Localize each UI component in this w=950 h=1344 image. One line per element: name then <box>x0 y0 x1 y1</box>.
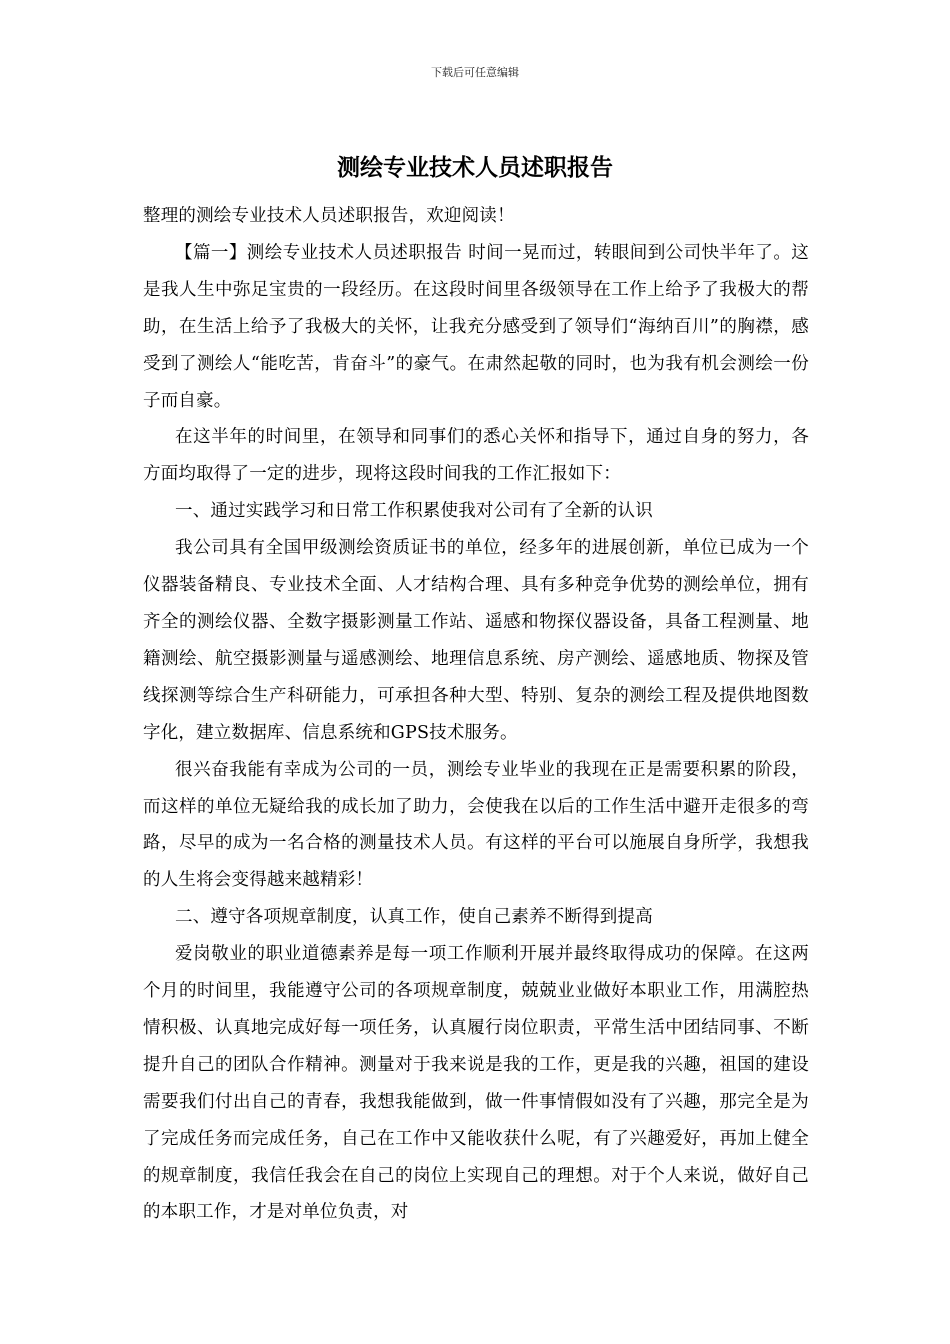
section-heading-one: 一、通过实践学习和日常工作积累使我对公司有了全新的认识 <box>175 501 653 522</box>
section-heading-two: 二、遵守各项规章制度，认真工作，使自己素养不断得到提高 <box>175 907 653 928</box>
paragraph-company: 我公司具有全国甲级测绘资质证书的单位，经多年的进展创新，单位已成为一个仪器装备精良、专业技术全面、人才结构合理、具有多种竞争优势的测绘单位，拥有齐全的测绘仪器、全数字摄影测量工作站、遥感和物探仪器设备，具备工程测量、地籍测绘、航空摄影测量与遥感测绘、地理信息系统、房产测绘、遥感地质、物探及管线探测等综合生产科研能力，可承担各种大型、特别、复杂的测绘工程及提供地图数字化，建立数据库、信息系统和GPS技术服务。 <box>143 538 809 743</box>
paragraph-part-one: 【篇一】测绘专业技术人员述职报告 时间一晃而过，转眼间到公司快半年了。这是我人生中弥足宝贵的一段经历。在这段时间里各级领导在工作上给予了我极大的帮助，在生活上给予了我极大的关怀，让我充分感受到了领导们“海纳百川”的胸襟，感受到了测绘人“能吃苦，肯奋斗”的豪气。在肃然起敬的同时，也为我有机会测绘一份子而自豪。 <box>143 242 809 411</box>
document-title: 测绘专业技术人员述职报告 <box>337 154 613 181</box>
header-note: 下载后可任意编辑 <box>431 66 519 79</box>
document-body <box>143 198 809 1231</box>
paragraph-summary: 在这半年的时间里，在领导和同事们的悉心关怀和指导下，通过自身的努力，各方面均取得了一定的进步，现将这段时间我的工作汇报如下： <box>143 427 809 485</box>
paragraph-ethics: 爱岗敬业的职业道德素养是每一项工作顺利开展并最终取得成功的保障。在这两个月的时间里，我能遵守公司的各项规章制度，兢兢业业做好本职业工作，用满腔热情积极、认真地完成好每一项任务，认真履行岗位职责，平常生活中团结同事、不断提升自己的团队合作精神。测量对于我来说是我的工作，更是我的兴趣，祖国的建设需要我们付出自己的青春，我想我能做到，做一件事情假如没有了兴趣，那完全是为了完成任务而完成任务，自己在工作中又能收获什么呢，有了兴趣爱好，再加上健全的规章制度，我信任我会在自己的岗位上实现自己的理想。对于个人来说，做好自己的本职工作，才是对单位负责，对 <box>143 944 809 1223</box>
paragraph-growth: 很兴奋我能有幸成为公司的一员，测绘专业毕业的我现在正是需要积累的阶段，而这样的单位无疑给我的成长加了助力，会使我在以后的工作生活中避开走很多的弯路，尽早的成为一名合格的测量技术人员。有这样的平台可以施展自身所学，我想我的人生将会变得越来越精彩！ <box>143 759 809 891</box>
paragraph-intro: 整理的测绘专业技术人员述职报告，欢迎阅读！ <box>143 206 515 226</box>
